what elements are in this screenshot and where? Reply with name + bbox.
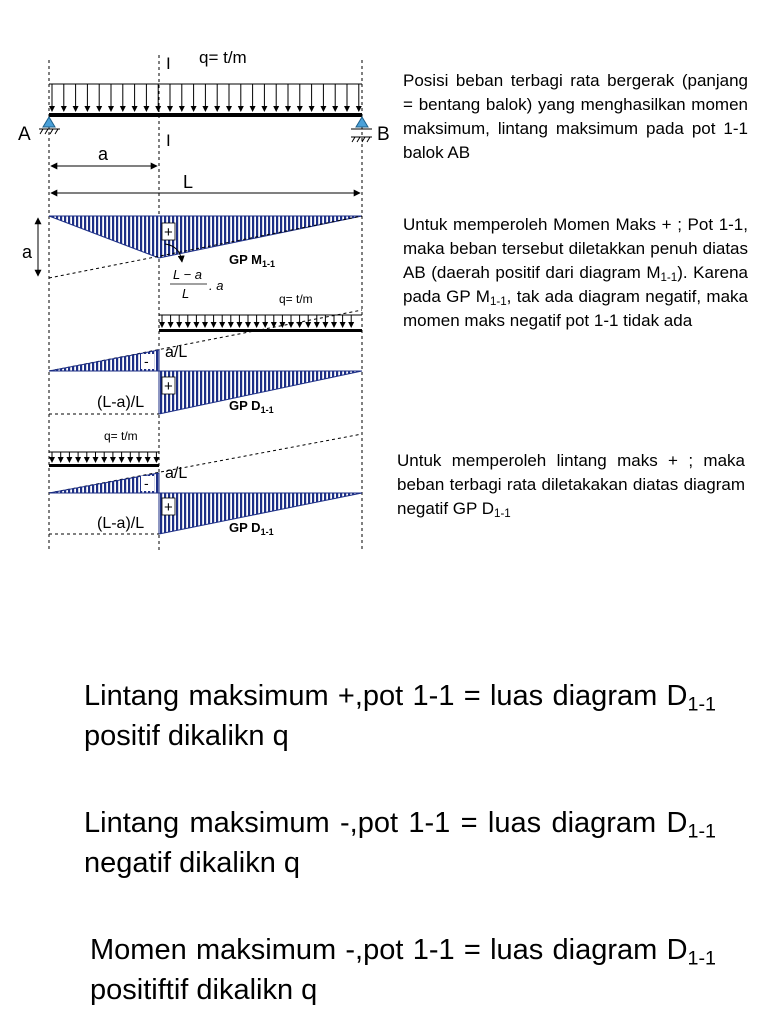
load-arrow-head [262, 322, 268, 328]
note-max-moment: Untuk memperoleh Momen Maks + ; Pot 1-1, maka beban tersebut diletakkan penuh diatas AB (daerah positif dari diagram $M_{1-1}$). Karena pada GP $M_{1-1}$, tak ada diagram negatif, maka momen maks negatif pot 1-1 tidak ada [403, 215, 748, 330]
load-arrow-head [120, 106, 126, 112]
load-arrow-head [322, 322, 328, 328]
dimension-a-vertical-label: a [22, 242, 33, 262]
load-arrow-head [153, 457, 159, 463]
d1-ordinate-positive: (L-a)/L [97, 394, 145, 411]
load-arrow-head [185, 322, 191, 328]
d2-title: GP $D_{1-1}$ [229, 520, 274, 537]
load-label-small-1: q= t/m [279, 292, 313, 306]
load-arrow-head [331, 322, 337, 328]
load-arrow-head [84, 106, 90, 112]
svg-text:. a: . a [209, 278, 224, 293]
load-arrow-head [193, 322, 199, 328]
load-arrow-head [202, 106, 208, 112]
load-arrow-head [110, 457, 116, 463]
d1-title: GP $D_{1-1}$ [229, 398, 274, 415]
load-arrow-head [202, 322, 208, 328]
load-arrow-head [61, 106, 67, 112]
load-arrow-head [344, 106, 350, 112]
load-arrows-left [49, 452, 159, 463]
load-arrow-head [279, 322, 285, 328]
note-load-position: Posisi beban terbagi rata bergerak (panjang = bentang balok) yang menghasilkan momen maksimum, lintang maksimum pada pot 1-1 balok AB [403, 71, 748, 162]
load-arrow-head [340, 322, 346, 328]
load-arrow-head [245, 322, 251, 328]
load-arrow-head [297, 106, 303, 112]
load-arrow-head [159, 322, 165, 328]
load-arrow-head [285, 106, 291, 112]
load-arrow-head [261, 106, 267, 112]
load-arrow-head [168, 322, 174, 328]
load-arrow-head [49, 457, 55, 463]
load-arrow-head [288, 322, 294, 328]
section-mark-bottom: I [166, 131, 171, 150]
load-arrow-head [228, 322, 234, 328]
load-arrow-head [356, 106, 362, 112]
load-arrow-head [273, 106, 279, 112]
load-arrow-head [236, 322, 242, 328]
formula-ordinate [170, 267, 223, 301]
load-arrow-head [211, 322, 217, 328]
load-arrow-head [219, 322, 225, 328]
load-arrow-head [214, 106, 220, 112]
load-arrow-head [309, 106, 315, 112]
load-arrow-head [179, 106, 185, 112]
load-arrow-head [127, 457, 133, 463]
load-arrows [49, 84, 362, 112]
m-plus-sign: + [164, 224, 173, 241]
load-arrow-head [143, 106, 149, 112]
load-arrow-head [320, 106, 326, 112]
dimension-a-label: a [98, 144, 109, 164]
load-arrow-head [73, 106, 79, 112]
load-arrow-head [145, 457, 151, 463]
d2-minus-sign: - [144, 475, 149, 491]
load-label: q= t/m [199, 48, 247, 67]
load-arrow-head [314, 322, 320, 328]
load-arrow-head [155, 106, 161, 112]
d1-plus-sign: + [164, 378, 173, 395]
support-label-a: A [18, 124, 31, 145]
load-arrow-head [119, 457, 125, 463]
statement-shear-positive: Lintang maksimum +,pot 1-1 = luas diagram $D_{1-1}$ positif dikalikn q [84, 680, 716, 752]
load-arrow-head [136, 457, 142, 463]
load-arrow-head [58, 457, 64, 463]
load-arrow-head [132, 106, 138, 112]
note-max-shear: Untuk memperoleh lintang maks + ; maka beban terbagi rata diletakakan diatas diagram negatif GP $D_{1-1}$ [397, 451, 745, 521]
m-influence-area [49, 216, 362, 258]
support-a [39, 117, 60, 134]
d2-ordinate-positive: (L-a)/L [97, 515, 145, 532]
svg-text:L − a: L − a [173, 267, 203, 282]
beam-ab [49, 113, 362, 117]
section-mark-top: I [166, 54, 171, 73]
load-arrow-head [226, 106, 232, 112]
load-base-left [49, 464, 159, 467]
statement-shear-negative: Lintang maksimum -,pot 1-1 = luas diagram $D_{1-1}$ negatif dikalikn q [84, 807, 716, 879]
load-arrow-head [101, 457, 107, 463]
load-arrow-head [84, 457, 90, 463]
svg-text:L: L [182, 286, 190, 301]
load-arrow-head [96, 106, 102, 112]
load-arrow-head [66, 457, 72, 463]
d1-minus-sign: - [144, 353, 149, 369]
support-label-b: B [377, 124, 390, 145]
load-arrow-head [49, 106, 55, 112]
load-arrow-head [93, 457, 99, 463]
d2-ordinate-negative: a/L [165, 465, 188, 482]
load-arrow-head [305, 322, 311, 328]
load-arrow-head [254, 322, 260, 328]
statement-moment-negative: Momen maksimum -,pot 1-1 = luas diagram $D_{1-1}$ positiftif dikalikn q [90, 934, 716, 1006]
load-arrow-head [176, 322, 182, 328]
d1-ordinate-negative: a/L [165, 344, 188, 361]
load-arrows-right [159, 315, 354, 328]
load-base-right [159, 329, 362, 332]
load-arrow-head [108, 106, 114, 112]
load-arrow-head [332, 106, 338, 112]
d2-plus-sign: + [164, 499, 173, 516]
load-arrow-head [167, 106, 173, 112]
load-arrow-head [75, 457, 81, 463]
load-label-small-2: q= t/m [104, 429, 138, 443]
dimension-l-label: L [183, 172, 194, 192]
load-arrow-head [250, 106, 256, 112]
load-arrow-head [238, 106, 244, 112]
load-arrow-head [348, 322, 354, 328]
m-title: GP $M_{1-1}$ [229, 252, 276, 269]
load-arrow-head [191, 106, 197, 112]
